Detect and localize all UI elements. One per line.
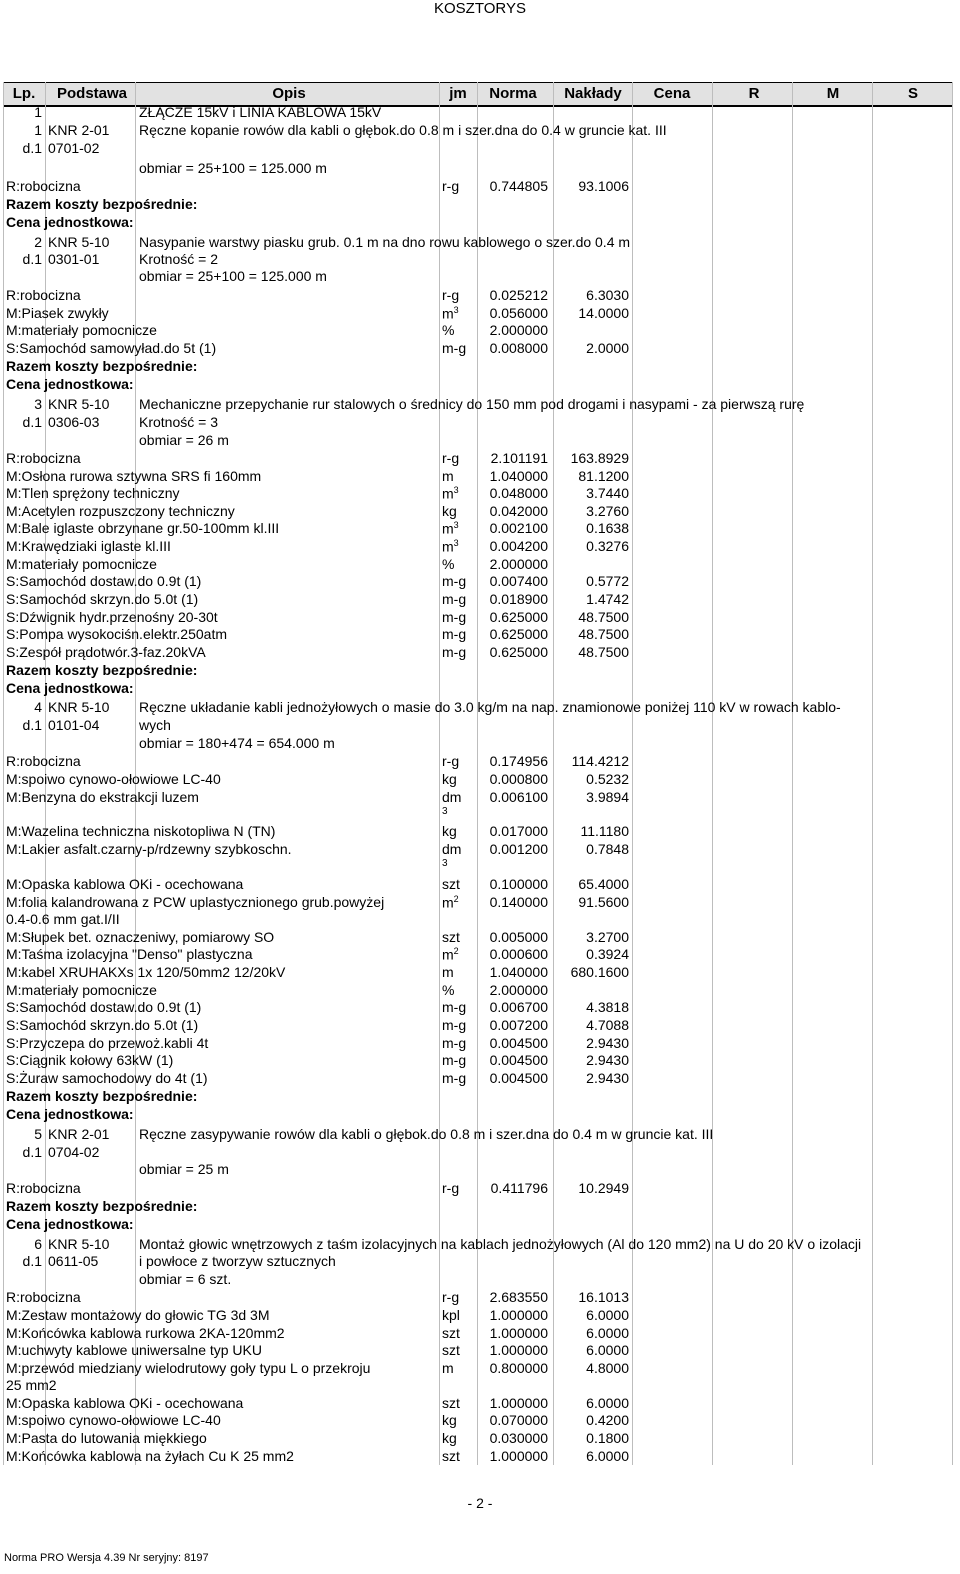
cell-name: M:folia kalandrowana z PCW uplastycznionego grub.powyżej [6,894,385,910]
cell-norma: 2.000000 [489,556,548,572]
cell-name: M:Wazelina techniczna niskotopliwa N (TN) [6,823,276,839]
cell-naklady: 3.2760 [586,503,629,519]
cell-jm: m-g [442,999,467,1015]
cell-jm: kg [442,823,457,839]
cell-norma: 0.004500 [489,1052,548,1068]
cell-name: R:robocizna [6,1289,81,1305]
cell-naklady: 91.5600 [578,894,629,910]
cell-opis: Ręczne układanie kabli jednożyłowych o masie do 3.0 kg/m na nap. znamionowe poniżej 110 kV w rowach kablo- [139,699,841,715]
cell-lp: d.1 [22,1144,42,1160]
cell-naklady: 4.8000 [586,1360,629,1376]
cell-norma: 0.001200 [489,841,548,857]
cell-norma: 0.006700 [489,999,548,1015]
cell-name: M:Benzyna do ekstrakcji luzem [6,789,199,805]
cell-podstawa: 0611-05 [48,1253,99,1269]
cell-opis: obmiar = 25+100 = 125.000 m [139,268,327,284]
cell-jm: dm [442,789,462,805]
cell-norma: 0.017000 [489,823,548,839]
cell-naklady: 14.0000 [578,305,629,321]
cell-jm: r-g [442,287,460,303]
cell-norma: 2.683550 [489,1289,548,1305]
cell-name: M:uchwyty kablowe uniwersalne typ UKU [6,1342,262,1358]
cell-naklady: 6.0000 [586,1307,629,1323]
cell-jm: kpl [442,1307,460,1323]
cell-jm: m-g [442,573,467,589]
cell-opis: obmiar = 180+474 = 654.000 m [139,735,335,751]
cell-jm: 3 [442,858,448,869]
cell-bold: Cena jednostkowa: [6,214,134,230]
cell-norma: 0.174956 [489,753,548,769]
cell-naklady: 0.1638 [586,520,629,536]
header-s: S [907,85,918,102]
cell-opis: wych [139,717,171,733]
cell-bold: Razem koszty bezpośrednie: [6,662,198,678]
cell-jm: szt [442,876,460,892]
cell-jm: $m^3$ [442,538,459,555]
cell-norma: 0.018900 [489,591,548,607]
cell-jm: m-g [442,340,467,356]
cell-naklady: 2.9430 [586,1070,629,1086]
cell-naklady: 48.7500 [578,626,629,642]
cell-norma: 0.025212 [489,287,548,303]
cell-lp: d.1 [22,140,42,156]
cell-norma: 0.004500 [489,1035,548,1051]
cell-norma: 1.040000 [489,964,548,980]
cell-norma: 1.000000 [489,1307,548,1323]
cell-bold: Razem koszty bezpośrednie: [6,1198,198,1214]
cell-jm: m-g [442,1070,467,1086]
cell-norma: 1.040000 [489,468,548,484]
cell-opis: Montaż głowic wnętrzowych z taśm izolacyjnych na kablach jednożyłowych (Al do 120 mm2) na U do 20 kV o izolacji [139,1236,862,1252]
cell-naklady: 6.0000 [586,1325,629,1341]
cell-jm: r-g [442,753,460,769]
cell-name: S:Ciągnik kołowy 63kW (1) [6,1052,174,1068]
cell-podstawa: KNR 5-10 [48,396,110,412]
cell-name: M:materiały pomocnicze [6,556,157,572]
grid-line [3,82,4,1465]
cell-opis: Ręczne kopanie rowów dla kabli o głębok.do 0.8 m i szer.dna do 0.4 w gruncie kat. III [139,122,667,138]
cell-name: M:materiały pomocnicze [6,982,157,998]
cell-norma: 0.000800 [489,771,548,787]
header-norma: Norma [489,85,537,102]
cell-opis: Mechaniczne przepychanie rur stalowych o średnicy do 150 mm pod drogami i nasypami - za pierwszą rurę [139,396,805,412]
cell-opis: Ręczne zasypywanie rowów dla kabli o głębok.do 0.8 m i szer.dna do 0.4 m w gruncie kat. III [139,1126,714,1142]
cell-opis: Nasypanie warstwy piasku grub. 0.1 m na dno rowu kablowego o szer.do 0.4 m [139,234,631,250]
cell-bold: Cena jednostkowa: [6,680,134,696]
cell-podstawa: 0101-04 [48,717,100,733]
cell-norma: 0.625000 [489,626,548,642]
cell-jm: m [442,468,454,484]
cell-jm: m-g [442,644,467,660]
cell-jm: kg [442,503,457,519]
cell-lp: 5 [34,1126,42,1142]
grid-line [952,82,953,1465]
cell-naklady: 680.1600 [570,964,629,980]
cell-podstawa: 0306-03 [48,414,100,430]
cell-jm: % [442,556,455,572]
cell-name: R:robocizna [6,178,81,194]
cell-jm: m-g [442,1017,467,1033]
cell-lp: d.1 [22,717,42,733]
cell-name: M:Osłona rurowa sztywna SRS fi 160mm [6,468,262,484]
cell-name: M:Krawędziaki iglaste kl.III [6,538,171,554]
cell-naklady: 11.1180 [580,823,629,839]
cell-naklady: 48.7500 [578,644,629,660]
cell-opis: Krotność = 3 [139,414,218,430]
cell-norma: 0.800000 [489,1360,548,1376]
cell-jm: $m^3$ [442,305,459,322]
cell-jm: r-g [442,450,460,466]
cell-norma: 0.007200 [489,1017,548,1033]
header-naklady: Nakłady [564,85,622,102]
cell-norma: 0.030000 [489,1430,548,1446]
cell-norma: 0.006100 [489,789,548,805]
page-title: KOSZTORYS [434,0,526,17]
cell-opis: obmiar = 25+100 = 125.000 m [139,160,327,176]
cell-naklady: 16.1013 [578,1289,629,1305]
cell-name: S:Przyczepa do przewoż.kabli 4t [6,1035,209,1051]
cell-podstawa: KNR 2-01 [48,122,110,138]
cell-name: R:robocizna [6,287,81,303]
cell-name: S:Samochód samowyład.do 5t (1) [6,340,217,356]
cell-naklady: 2.9430 [586,1035,629,1051]
cell-name: M:Tlen sprężony techniczny [6,485,180,501]
cell-naklady: 65.4000 [578,876,629,892]
cell-podstawa: KNR 5-10 [48,699,110,715]
cell-lp: 1 [34,122,42,138]
cell-jm: 3 [442,806,448,817]
cell-lp: d.1 [22,251,42,267]
cell-name: S:Żuraw samochodowy do 4t (1) [6,1070,208,1086]
cell-podstawa: KNR 5-10 [48,234,110,250]
cell-jm: $m^3$ [442,485,459,502]
cell-naklady: 6.0000 [586,1395,629,1411]
cell-naklady: 163.8929 [570,450,629,466]
cell-name: S:Samochód dostaw.do 0.9t (1) [6,999,202,1015]
cell-jm: % [442,982,455,998]
cell-norma: 1.000000 [489,1448,548,1464]
cell-jm: m-g [442,591,467,607]
cell-jm: m-g [442,1052,467,1068]
cell-norma: 0.008000 [489,340,548,356]
cell-naklady: 1.4742 [586,591,629,607]
cell-jm: r-g [442,1289,460,1305]
cell-bold: Cena jednostkowa: [6,376,134,392]
cell-name: M:kabel XRUHAKXs 1x 120/50mm2 12/20kV [6,964,286,980]
cell-jm: m [442,1360,454,1376]
cell-opis: obmiar = 25 m [139,1161,229,1177]
cell-jm: szt [442,1325,460,1341]
cell-name: R:robocizna [6,753,81,769]
cell-naklady: 0.5772 [586,573,629,589]
cell-opis: i powłoce z tworzyw sztucznych [139,1253,336,1269]
cell-name: R:robocizna [6,1180,81,1196]
cell-naklady: 0.3276 [586,538,629,554]
program-footer: Norma PRO Wersja 4.39 Nr seryjny: 8197 [4,1552,209,1564]
cell-jm: $m^2$ [442,946,459,963]
cell-podstawa: KNR 5-10 [48,1236,110,1252]
cell-norma: 0.004500 [489,1070,548,1086]
cell-name: M:Lakier asfalt.czarny-p/rdzewny szybkoschn. [6,841,292,857]
cell-jm: m-g [442,1035,467,1051]
cell-name: M:przewód miedziany wielodrutowy goły typu L o przekroju [6,1360,371,1376]
cell-naklady: 10.2949 [578,1180,629,1196]
cell-norma: 0.005000 [489,929,548,945]
cell-naklady: 2.9430 [586,1052,629,1068]
cell-jm: szt [442,1395,460,1411]
header-cena: Cena [653,85,691,102]
cell-norma: 1.000000 [489,1342,548,1358]
cell-norma: 0.048000 [489,485,548,501]
header-m: M [826,85,840,102]
cell-naklady: 6.0000 [586,1342,629,1358]
cell-naklady: 114.4212 [571,753,629,769]
header-jm: jm [449,85,467,102]
cell-name: S:Samochód skrzyn.do 5.0t (1) [6,591,199,607]
page-number: - 2 - [467,1495,493,1511]
cell-jm: $m^2$ [442,894,459,911]
cell-name: S:Zespół prądotwór.3-faz.20kVA [6,644,206,660]
cell-norma: 0.100000 [489,876,548,892]
cell-lp: 3 [34,396,42,412]
cell-jm: kg [442,1412,457,1428]
cell-norma: 0.042000 [489,503,548,519]
cell-jm: kg [442,771,457,787]
cell-bold: Razem koszty bezpośrednie: [6,358,198,374]
cell-name: M:Zestaw montażowy do głowic TG 3d 3M [6,1307,270,1323]
cell-jm: r-g [442,178,460,194]
cell-name: M:Słupek bet. oznaczeniwy, pomiarowy SO [6,929,275,945]
cell-naklady: 0.7848 [586,841,629,857]
cell-norma: 0.004200 [489,538,548,554]
cell-naklady: 6.0000 [586,1448,629,1464]
cell-naklady: 6.3030 [586,287,629,303]
cell-naklady: 0.3924 [586,946,629,962]
cell-lp: d.1 [22,1253,42,1269]
cell-podstawa: 0301-01 [48,251,100,267]
cell-name: M:Końcówka kablowa na żyłach Cu K 25 mm2 [6,1448,294,1464]
cell-norma: 1.000000 [489,1325,548,1341]
cell-name: R:robocizna [6,450,81,466]
cell-jm: % [442,322,455,338]
cell-jm: m-g [442,609,467,625]
cell-name: M:Piasek zwykły [6,305,109,321]
cell-naklady: 2.0000 [586,340,629,356]
cell-naklady: 93.1006 [578,178,629,194]
header-lp: Lp. [12,85,36,102]
header-opis: Opis [272,85,306,102]
cell-jm: m [442,964,454,980]
cell-jm: m-g [442,626,467,642]
cell-naklady: 81.1200 [578,468,629,484]
cell-name: S:Dźwignik hydr.przenośny 20-30t [6,609,218,625]
cell-opis: obmiar = 26 m [139,432,229,448]
cell-podstawa: KNR 2-01 [48,1126,110,1142]
cell-naklady: 0.5232 [586,771,629,787]
cell-naklady: 0.4200 [586,1412,629,1428]
cell-naklady: 48.7500 [578,609,629,625]
cell-name: M:materiały pomocnicze [6,322,157,338]
cell-name: S:Samochód dostaw.do 0.9t (1) [6,573,202,589]
cell-name: S:Pompa wysokociśn.elektr.250atm [6,626,227,642]
cell-norma: 0.070000 [489,1412,548,1428]
cell-name: 25 mm2 [6,1377,57,1393]
cell-norma: 2.101191 [490,450,548,466]
cell-norma: 0.056000 [489,305,548,321]
cell-name: M:Taśma izolacyjna "Denso" plastyczna [6,946,253,962]
cell-bold: Razem koszty bezpośrednie: [6,196,198,212]
cell-name: M:spoiwo cynowo-ołowiowe LC-40 [6,1412,221,1428]
cell-jm: kg [442,1430,457,1446]
cell-bold: Razem koszty bezpośrednie: [6,1088,198,1104]
cell-jm: szt [442,1448,460,1464]
cell-norma: 0.625000 [489,644,548,660]
cell-naklady: 4.3818 [586,999,629,1015]
cell-name: M:Końcówka kablowa rurkowa 2KA-120mm2 [6,1325,285,1341]
cell-norma: 0.744805 [489,178,548,194]
cell-opis: ZŁĄCZE 15kV i LINIA KABLOWA 15kV [139,104,382,120]
cell-norma: 0.002100 [489,520,548,536]
cell-norma: 0.007400 [489,573,548,589]
cell-naklady: 3.9894 [586,789,629,805]
cell-podstawa: 0704-02 [48,1144,100,1160]
cell-bold: Cena jednostkowa: [6,1216,134,1232]
cell-podstawa: 0701-02 [48,140,100,156]
cell-jm: r-g [442,1180,460,1196]
cell-opis: obmiar = 6 szt. [139,1271,232,1287]
cell-jm: dm [442,841,462,857]
cell-jm: szt [442,1342,460,1358]
cell-naklady: 3.7440 [586,485,629,501]
cell-norma: 0.140000 [489,894,548,910]
cell-opis: Krotność = 2 [139,251,218,267]
cell-lp: 1 [34,104,42,120]
cell-name: 0.4-0.6 mm gat.I/II [6,911,120,927]
cell-name: S:Samochód skrzyn.do 5.0t (1) [6,1017,199,1033]
cell-norma: 0.411796 [490,1180,548,1196]
header-r: R [748,85,760,102]
cell-norma: 2.000000 [489,322,548,338]
cell-name: M:Bale iglaste obrzynane gr.50-100mm kl.III [6,520,280,536]
cell-lp: d.1 [22,414,42,430]
cell-lp: 4 [34,699,42,715]
cell-lp: 2 [34,234,42,250]
cell-name: M:spoiwo cynowo-ołowiowe LC-40 [6,771,221,787]
cell-name: M:Opaska kablowa OKi - ocechowana [6,876,244,892]
cell-norma: 0.625000 [489,609,548,625]
cell-norma: 2.000000 [489,982,548,998]
cell-bold: Cena jednostkowa: [6,1106,134,1122]
cell-lp: 6 [34,1236,42,1252]
cell-naklady: 3.2700 [586,929,629,945]
cell-norma: 0.000600 [489,946,548,962]
cell-jm: szt [442,929,460,945]
cell-norma: 1.000000 [489,1395,548,1411]
cell-naklady: 4.7088 [586,1017,629,1033]
header-podstawa: Podstawa [56,85,128,102]
cell-name: M:Opaska kablowa OKi - ocechowana [6,1395,244,1411]
cell-name: M:Acetylen rozpuszczony techniczny [6,503,235,519]
cell-name: M:Pasta do lutowania miękkiego [6,1430,207,1446]
cell-naklady: 0.1800 [586,1430,629,1446]
cell-jm: $m^3$ [442,520,459,537]
